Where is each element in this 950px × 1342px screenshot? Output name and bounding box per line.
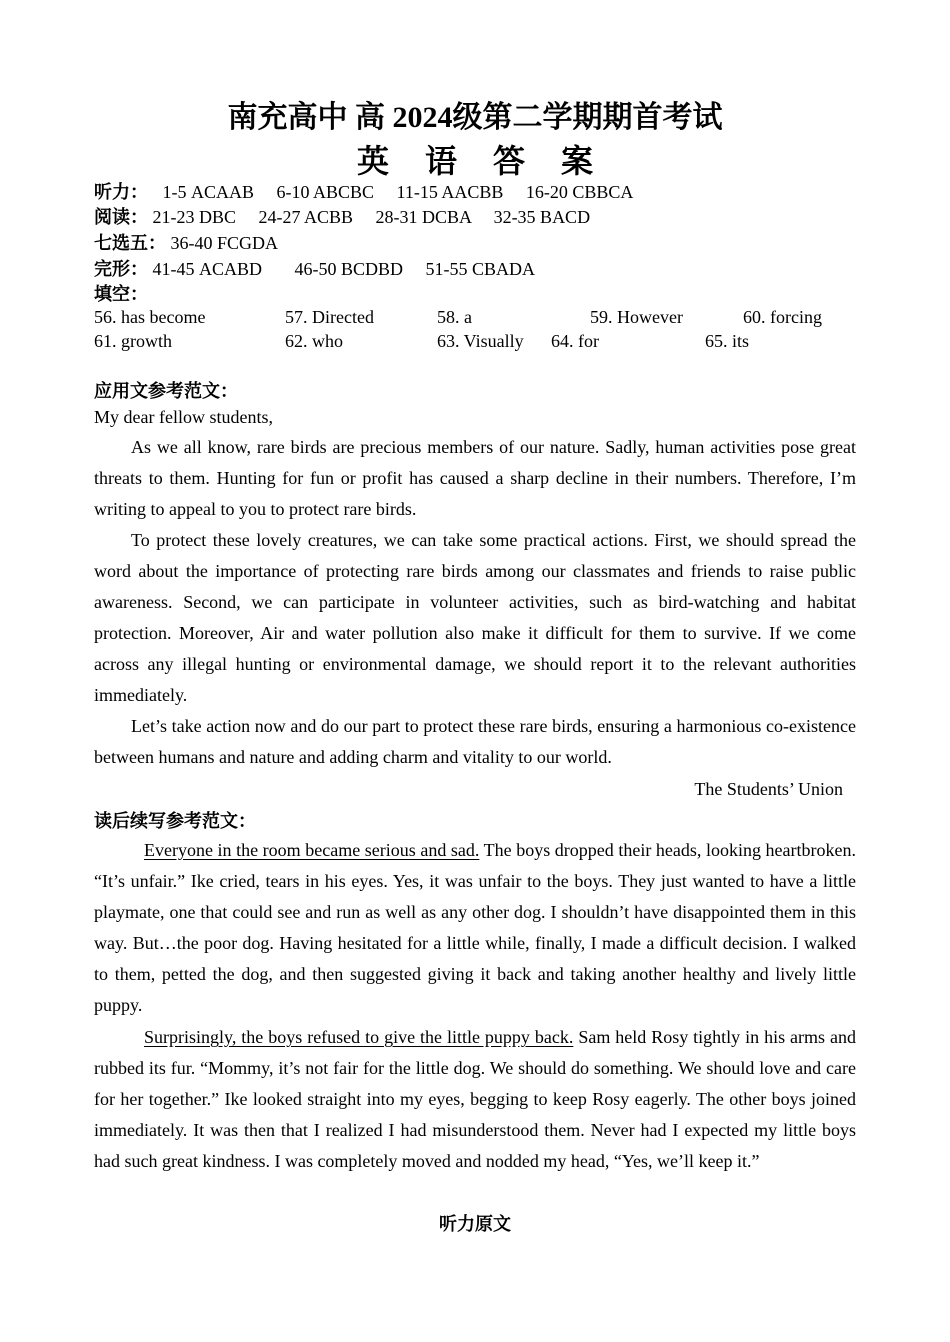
reading-answers [94,205,590,229]
answer-group: 46-50 BCDBD [294,259,404,279]
fill-answer: 62. who [285,331,343,351]
paragraph-lead-sentence: Everyone in the room became serious and sad. [144,840,480,860]
fill-answer: 64. for [551,331,599,351]
fill-answer: 60. forcing [743,307,822,327]
answer-group: 51-55 CBADA [425,259,536,279]
letter-paragraph-2: To protect these lovely creatures, we can take some practical actions. First, we should spread the word about the importance of protecting rare birds among our classmates and friends to raise public awareness. Second, we can participate in volunteer activities, such as bird-watching and habitat protection. Moreover, Air and water pollution also make it difficult for them to survive. If we come across any illegal hunting or environmental damage, we should report it to the relevant authorities immediately. [94,530,856,706]
answer-group: 21-23 DBC [152,207,237,227]
fill-answer: 65. its [705,331,750,351]
seven-choose-five-label: 七选五： [94,233,166,253]
cloze-label: 完形： [94,259,148,279]
letter-paragraph-1: As we all know, rare birds are precious members of our nature. Sadly, human activities pose great threats to them. Hunting for fun or profit has caused a sharp decline in their numbers. Therefore, I’m writing to appeal to you to protect rare birds. [94,437,856,520]
listening-answers [94,180,633,204]
letter-greeting: My dear fellow students, [94,407,273,427]
exam-subtitle: 英 语 答 案 [356,143,607,179]
answer-group: 32-35 BACD [493,207,591,227]
fill-answer: 58. a [437,307,472,327]
listening-label: 听力： [94,182,148,202]
letter-paragraph-3: Let’s take action now and do our part to protect these rare birds, ensuring a harmonious co-existence between humans and nature and adding charm and vitality to our world. [94,716,856,768]
paragraph-lead-sentence: Surprisingly, the boys refused to give the little puppy back. [144,1027,574,1047]
letter-signature: The Students’ Union [694,779,843,799]
fill-answer: 61. growth [94,331,172,351]
paragraph-body: Sam held Rosy tightly in his arms and rubbed its fur. “Mommy, it’s not fair for the little dog. We should do something. We should love and care for her together.” Ike looked straight into my eyes, begging to keep Rosy eagerly. The other boys joined immediately. It was then that I realized I had misunderstood them. Never had I expected my little boys had such great kindness. I was completely moved and nodded my head, “Yes, we’ll keep it.” [94,1027,856,1172]
practical-writing-heading: 应用文参考范文： [94,381,238,401]
paragraph-body: The boys dropped their heads, looking heartbroken. “It’s unfair.” Ike cried, tears in his eyes. Yes, it was unfair to the boys. They just wanted to have a little playmate, one that could see and run as well as any other dog. I shouldn’t have disappointed them in this way. But…the poor dog. Having hesitated for a little while, finally, I made a difficult decision. I walked to them, petted the dog, and then suggested giving it back and taking another healthy and lively little puppy. [94,840,856,1016]
answer-group: 16-20 CBBCA [525,182,634,202]
answer-group: 11-15 AACBB [396,182,504,202]
seven-choose-five-answers [94,231,278,255]
fill-answer: 63. Visually [437,331,524,351]
cloze-answers [94,257,535,281]
answer-group: 1-5 ACAAB [162,182,255,202]
exam-title: 南充高中 高 2024级第二学期期首考试 [227,101,723,134]
continuation-paragraph-2 [94,1022,856,1177]
answer-group: 36-40 FCGDA [170,233,279,253]
continuation-paragraph-1 [94,835,856,1022]
fill-blank-label: 填空： [94,284,148,304]
answer-group: 41-45 ACABD [152,259,263,279]
fill-answer: 57. Directed [285,307,374,327]
answer-group: 6-10 ABCBC [276,182,375,202]
answer-group: 28-31 DCBA [375,207,472,227]
fill-answer: 56. has become [94,307,206,327]
listening-transcript-heading: 听力原文 [439,1214,511,1234]
answer-group: 24-27 ACBB [258,207,354,227]
reading-label: 阅读： [94,207,148,227]
fill-answer: 59. However [590,307,683,327]
continuation-writing-heading: 读后续写参考范文： [94,811,256,831]
